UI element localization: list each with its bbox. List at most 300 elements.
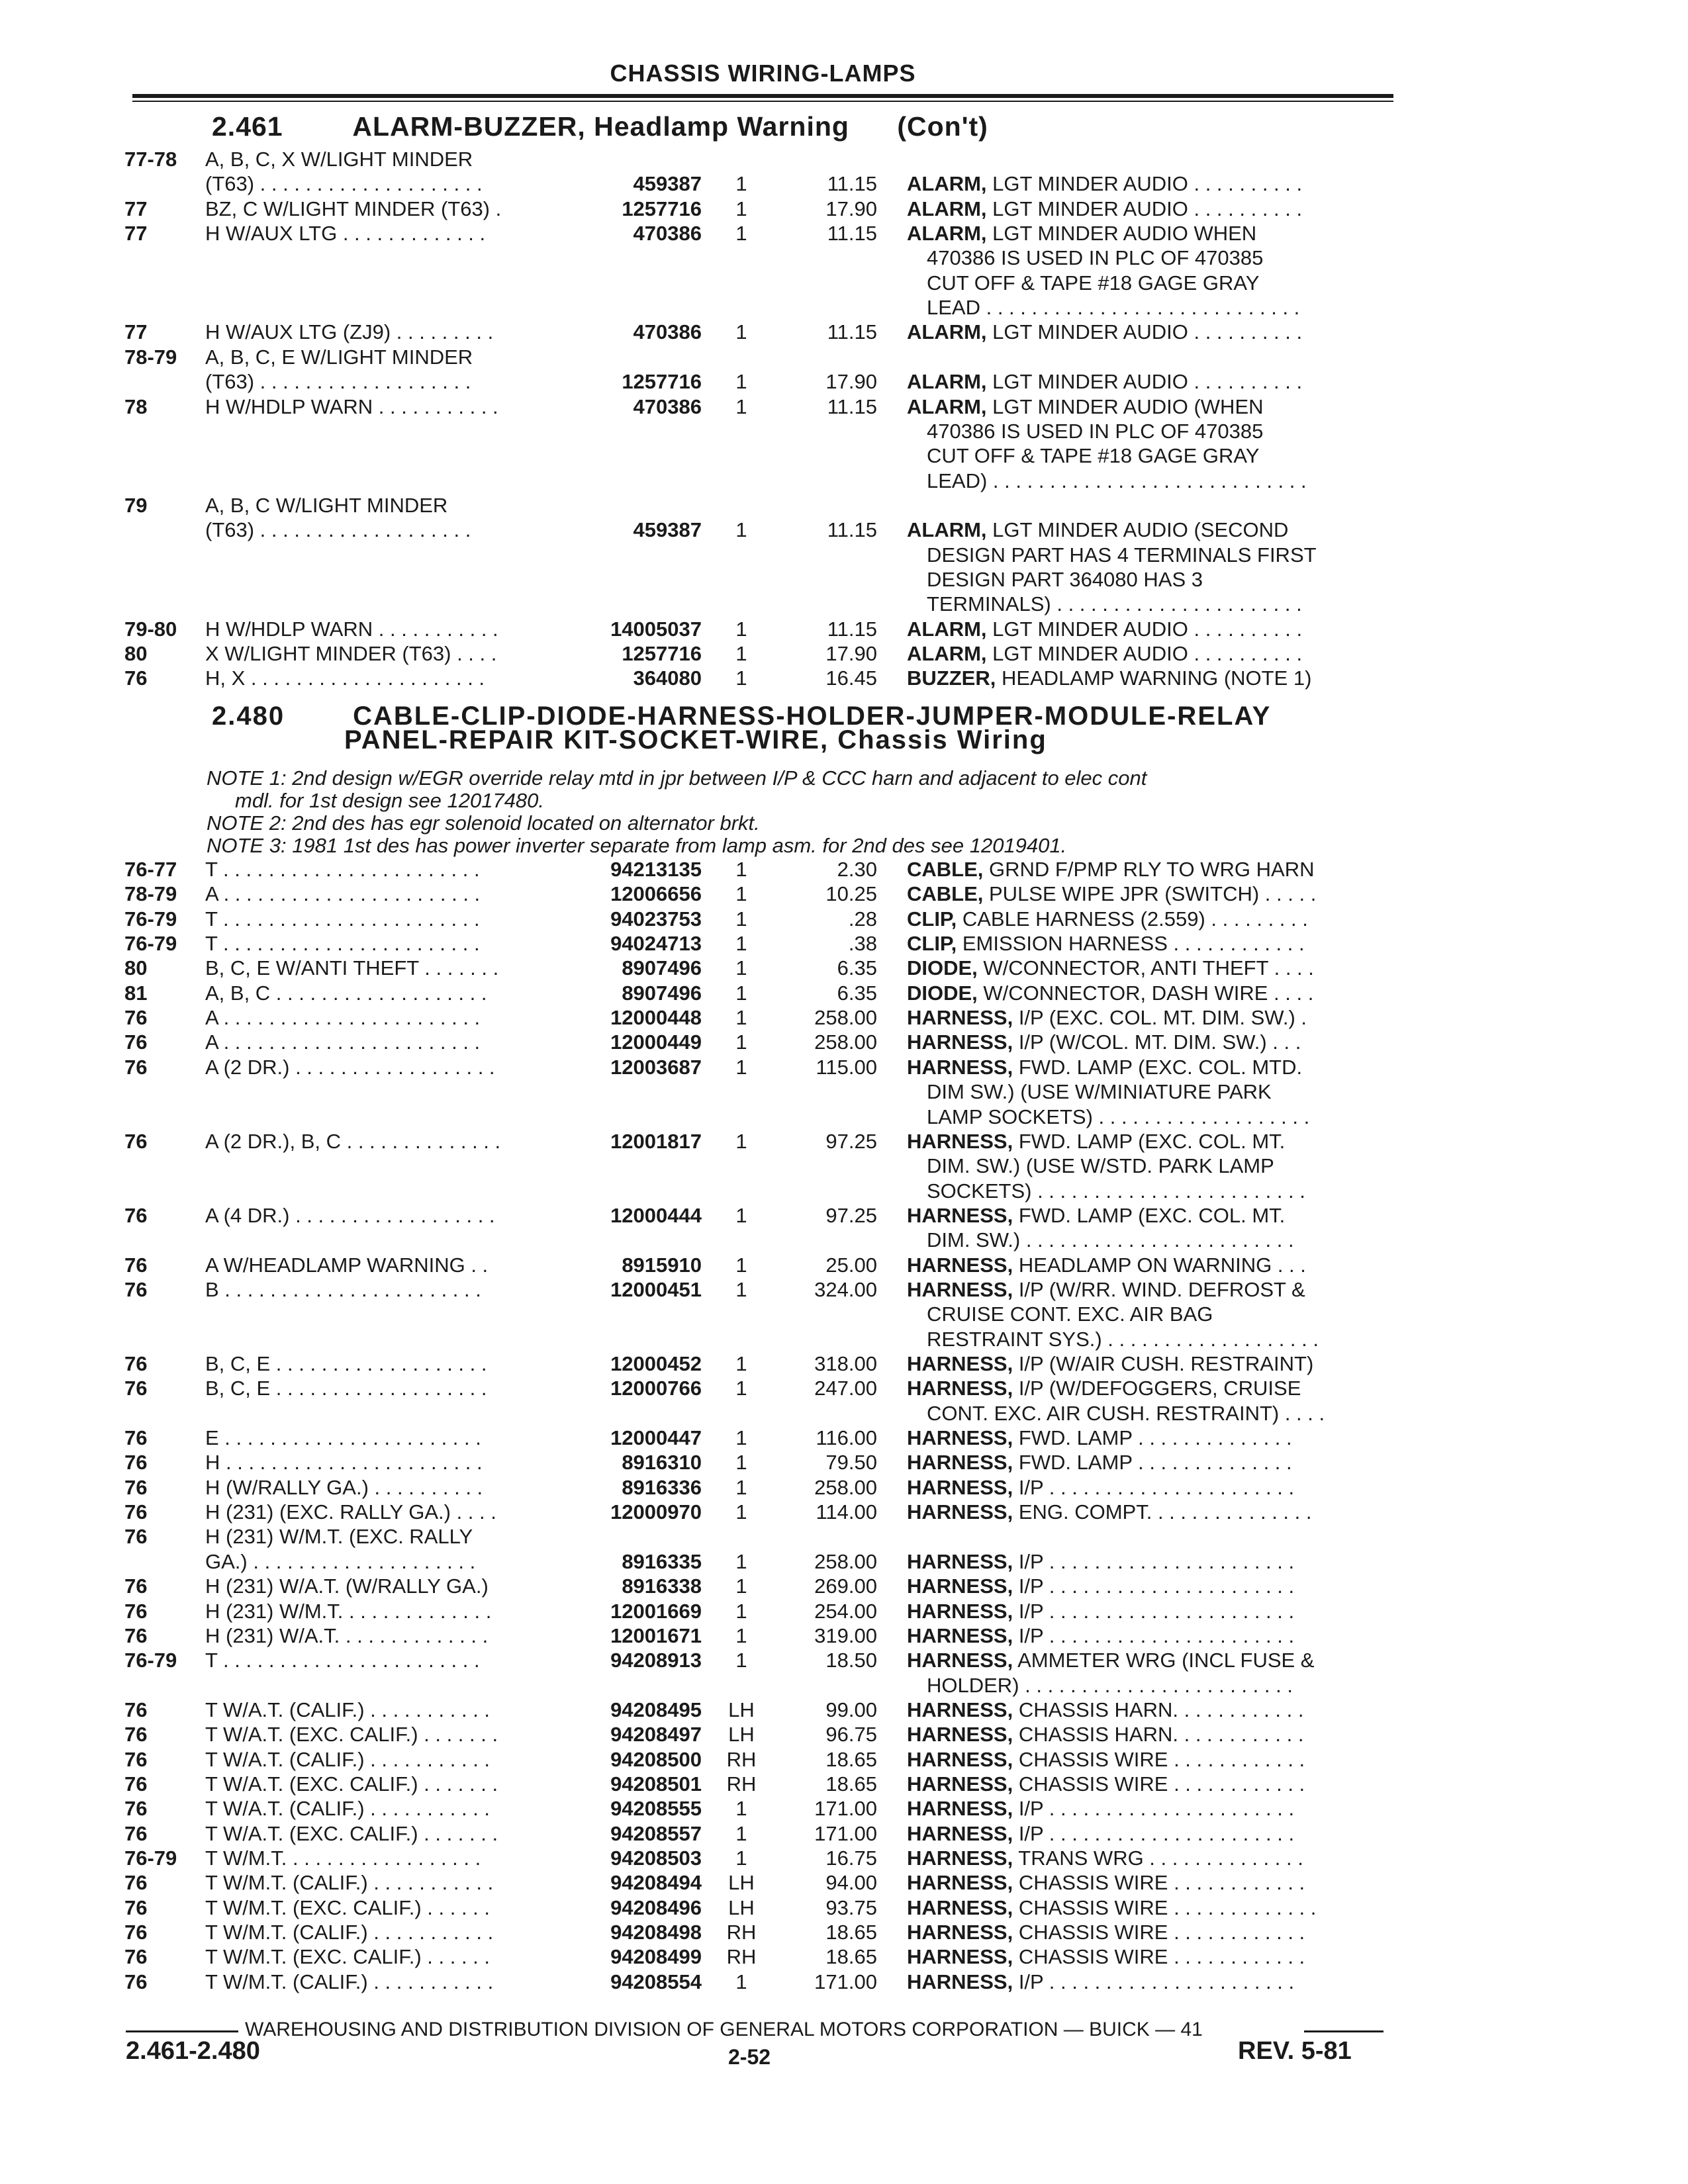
- part-number-cell: 8916336: [622, 1475, 702, 1499]
- quantity-cell: 1: [735, 1970, 747, 1993]
- description-text: I/P . . . . . . . . . . . . . . . . . . . . . .: [1013, 1797, 1295, 1821]
- part-number-cell: 12000970: [610, 1500, 702, 1524]
- description-cell: [907, 1228, 1403, 1252]
- price-cell: 96.75: [825, 1723, 877, 1747]
- price-cell: 79.50: [825, 1451, 877, 1475]
- application-cell: H (231) (EXC. RALLY GA.) . . . .: [205, 1500, 496, 1524]
- quantity-cell: LH: [728, 1698, 755, 1721]
- year-cell: 76: [124, 666, 148, 690]
- application-cell: (T63) . . . . . . . . . . . . . . . . . . .: [205, 518, 471, 542]
- description-cell: [907, 420, 1403, 443]
- application-cell: A (4 DR.) . . . . . . . . . . . . . . . . . .: [205, 1203, 495, 1227]
- year-cell: 76-79: [124, 1649, 177, 1672]
- application-cell: T W/A.T. (EXC. CALIF.) . . . . . . .: [205, 1723, 498, 1747]
- price-cell: 171.00: [814, 1970, 877, 1993]
- table-row: [0, 858, 1688, 882]
- part-number-cell: 94208500: [610, 1747, 702, 1771]
- description-text: I/P (W/DEFOGGERS, CRUISE: [1013, 1377, 1301, 1400]
- description-text: I/P . . . . . . . . . . . . . . . . . . . . . .: [1013, 1475, 1295, 1499]
- description-keyword: HARNESS,: [907, 1574, 1013, 1598]
- description-cell: [907, 666, 1383, 690]
- table-row: [0, 320, 1688, 344]
- part-number-cell: 1257716: [622, 370, 702, 394]
- description-keyword: HARNESS,: [907, 1723, 1013, 1747]
- description-text: TERMINALS) . . . . . . . . . . . . . . . . . . . . . .: [927, 592, 1302, 616]
- price-cell: 16.75: [825, 1846, 877, 1870]
- quantity-cell: 1: [735, 222, 747, 246]
- description-text: FWD. LAMP . . . . . . . . . . . . . .: [1013, 1426, 1292, 1450]
- description-text: FWD. LAMP (EXC. COL. MT.: [1013, 1129, 1286, 1153]
- description-text: W/CONNECTOR, DASH WIRE . . . .: [977, 981, 1314, 1005]
- quantity-cell: LH: [728, 1871, 755, 1895]
- application-cell: H (231) W/M.T. (EXC. RALLY: [205, 1525, 473, 1549]
- description-cell: [907, 370, 1383, 394]
- description-text: HEADLAMP WARNING (NOTE 1): [996, 666, 1312, 690]
- year-cell: 77: [124, 222, 148, 246]
- year-cell: 76: [124, 1030, 148, 1054]
- table-row: [0, 444, 1688, 468]
- description-text: RESTRAINT SYS.) . . . . . . . . . . . . . . . . . . .: [927, 1327, 1319, 1351]
- quantity-cell: RH: [726, 1921, 757, 1944]
- price-cell: .28: [848, 907, 877, 931]
- quantity-cell: 1: [735, 320, 747, 344]
- part-number-cell: 94213135: [610, 858, 702, 881]
- table-row: [0, 1921, 1688, 1944]
- price-cell: 254.00: [814, 1599, 877, 1623]
- part-number-cell: 12001817: [610, 1129, 702, 1153]
- table-row: [0, 1574, 1688, 1598]
- price-cell: 324.00: [814, 1277, 877, 1301]
- description-cell: [907, 296, 1403, 320]
- table-row: [0, 172, 1688, 196]
- table-row: [0, 1797, 1688, 1821]
- description-keyword: CLIP,: [907, 907, 957, 931]
- year-cell: 77: [124, 197, 148, 220]
- part-number-cell: 12001669: [610, 1599, 702, 1623]
- price-cell: 247.00: [814, 1377, 877, 1400]
- quantity-cell: 1: [735, 1649, 747, 1672]
- quantity-cell: 1: [735, 1055, 747, 1079]
- price-cell: 258.00: [814, 1030, 877, 1054]
- part-number-cell: 94208497: [610, 1723, 702, 1747]
- year-cell: 78-79: [124, 882, 177, 906]
- description-cell: [907, 907, 1383, 931]
- quantity-cell: 1: [735, 1623, 747, 1647]
- description-keyword: ALARM,: [907, 172, 987, 196]
- year-cell: 76: [124, 1352, 148, 1375]
- description-text: I/P . . . . . . . . . . . . . . . . . . . . . .: [1013, 1599, 1295, 1623]
- table-row: [0, 271, 1688, 295]
- part-number-cell: 459387: [633, 518, 702, 542]
- description-text: LGT MINDER AUDIO . . . . . . . . . .: [986, 617, 1303, 641]
- table-row: [0, 469, 1688, 493]
- part-number-cell: 12000766: [610, 1377, 702, 1400]
- description-keyword: ALARM,: [907, 320, 987, 344]
- header-rule: [132, 94, 1393, 98]
- quantity-cell: 1: [735, 1599, 747, 1623]
- description-text: I/P (W/AIR CUSH. RESTRAINT): [1013, 1352, 1314, 1375]
- description-keyword: HARNESS,: [907, 1203, 1013, 1227]
- description-text: I/P . . . . . . . . . . . . . . . . . . . . . .: [1013, 1821, 1295, 1845]
- table-row: [0, 1600, 1688, 1623]
- year-cell: 76: [124, 1970, 148, 1993]
- note-1-cont: mdl. for 1st design see 12017480.: [235, 789, 545, 812]
- description-text: LGT MINDER AUDIO (WHEN: [986, 394, 1264, 418]
- price-cell: 171.00: [814, 1821, 877, 1845]
- description-text: 470386 IS USED IN PLC OF 470385: [927, 246, 1264, 270]
- section-2480-heading-line2: PANEL-REPAIR KIT-SOCKET-WIRE, Chassis Wiring: [344, 725, 1047, 754]
- application-cell: A . . . . . . . . . . . . . . . . . . . . . . .: [205, 1006, 481, 1030]
- quantity-cell: 1: [735, 956, 747, 980]
- description-text: DIM SW.) (USE W/MINIATURE PARK: [927, 1080, 1272, 1104]
- description-keyword: HARNESS,: [907, 1895, 1013, 1919]
- description-cell: [907, 172, 1383, 196]
- description-cell: [907, 1500, 1383, 1524]
- footer-revision: REV. 5-81: [1238, 2037, 1352, 2065]
- description-keyword: HARNESS,: [907, 1377, 1013, 1400]
- table-row: [0, 1228, 1688, 1252]
- year-cell: 79: [124, 493, 148, 517]
- description-text: 470386 IS USED IN PLC OF 470385: [927, 419, 1264, 443]
- application-cell: T W/A.T. (EXC. CALIF.) . . . . . . .: [205, 1772, 498, 1796]
- footer-page-number: 2-52: [728, 2045, 771, 2069]
- table-row: [0, 1278, 1688, 1302]
- description-text: DIM. SW.) (USE W/STD. PARK LAMP: [927, 1154, 1274, 1178]
- description-text: ENG. COMPT. . . . . . . . . . . . . . .: [1013, 1500, 1312, 1524]
- application-cell: A (2 DR.), B, C . . . . . . . . . . . . . .: [205, 1129, 501, 1153]
- table-row: [0, 1154, 1688, 1178]
- price-cell: 17.90: [825, 197, 877, 220]
- table-row: [0, 148, 1688, 171]
- quantity-cell: 1: [735, 1129, 747, 1153]
- year-cell: 76: [124, 1747, 148, 1771]
- application-cell: (T63) . . . . . . . . . . . . . . . . . . . .: [205, 172, 483, 196]
- description-cell: [907, 1772, 1383, 1796]
- quantity-cell: RH: [726, 1772, 757, 1796]
- quantity-cell: 1: [735, 1475, 747, 1499]
- application-cell: T W/M.T. (EXC. CALIF.) . . . . . .: [205, 1895, 491, 1919]
- quantity-cell: 1: [735, 666, 747, 690]
- description-text: I/P . . . . . . . . . . . . . . . . . . . . . .: [1013, 1970, 1295, 1993]
- table-row: [0, 1846, 1688, 1870]
- description-cell: [907, 1797, 1383, 1821]
- description-keyword: CLIP,: [907, 932, 957, 956]
- quantity-cell: 1: [735, 1030, 747, 1054]
- table-row: [0, 1130, 1688, 1154]
- table-row: [0, 1402, 1688, 1426]
- description-text: SOCKETS) . . . . . . . . . . . . . . . . . . . . . . . .: [927, 1179, 1305, 1203]
- price-cell: 11.15: [827, 172, 877, 196]
- table-row: [0, 1179, 1688, 1203]
- description-text: AMMETER WRG (INCL FUSE &: [1013, 1649, 1315, 1672]
- part-number-cell: 470386: [633, 222, 702, 246]
- description-text: LEAD . . . . . . . . . . . . . . . . . . . . . . . . . . . .: [927, 296, 1300, 320]
- description-keyword: HARNESS,: [907, 1649, 1013, 1672]
- description-text: FWD. LAMP (EXC. COL. MTD.: [1013, 1055, 1303, 1079]
- description-cell: [907, 981, 1383, 1005]
- description-cell: [907, 1649, 1383, 1672]
- application-cell: T . . . . . . . . . . . . . . . . . . . . . . .: [205, 858, 480, 881]
- part-number-cell: 8916338: [622, 1574, 702, 1598]
- price-cell: 258.00: [814, 1006, 877, 1030]
- section-number: 2.461: [212, 111, 283, 142]
- part-number-cell: 12000451: [610, 1277, 702, 1301]
- description-cell: [907, 1723, 1383, 1747]
- table-row: [0, 1328, 1688, 1351]
- price-cell: 18.65: [825, 1772, 877, 1796]
- description-cell: [907, 1080, 1403, 1104]
- description-cell: [907, 320, 1383, 344]
- description-text: DESIGN PART HAS 4 TERMINALS FIRST: [927, 543, 1317, 567]
- price-cell: 318.00: [814, 1352, 877, 1375]
- description-cell: [907, 1377, 1383, 1400]
- part-number-cell: 94024713: [610, 932, 702, 956]
- table-row: [0, 296, 1688, 320]
- part-number-cell: 1257716: [622, 197, 702, 220]
- application-cell: T W/M.T. (CALIF.) . . . . . . . . . . .: [205, 1871, 494, 1895]
- year-cell: 81: [124, 981, 148, 1005]
- description-cell: [907, 518, 1383, 542]
- description-cell: [907, 1402, 1403, 1426]
- part-number-cell: 12003687: [610, 1055, 702, 1079]
- description-keyword: HARNESS,: [907, 1549, 1013, 1573]
- description-cell: [907, 1006, 1383, 1030]
- application-cell: H W/HDLP WARN . . . . . . . . . . .: [205, 617, 498, 641]
- quantity-cell: 1: [735, 882, 747, 906]
- description-keyword: ALARM,: [907, 222, 987, 246]
- year-cell: 80: [124, 642, 148, 665]
- part-number-cell: 94023753: [610, 907, 702, 931]
- year-cell: 76: [124, 1623, 148, 1647]
- description-text: CHASSIS HARN. . . . . . . . . . . .: [1013, 1723, 1304, 1747]
- year-cell: 76: [124, 1772, 148, 1796]
- table-row: [0, 1649, 1688, 1672]
- part-number-cell: 12000452: [610, 1352, 702, 1375]
- description-cell: [907, 543, 1403, 567]
- application-cell: X W/LIGHT MINDER (T63) . . . .: [205, 642, 497, 665]
- part-number-cell: 94208495: [610, 1698, 702, 1721]
- description-cell: [907, 1056, 1383, 1079]
- quantity-cell: LH: [728, 1723, 755, 1747]
- part-number-cell: 94208496: [610, 1895, 702, 1919]
- description-cell: [907, 1624, 1383, 1648]
- description-cell: [907, 1748, 1383, 1772]
- price-cell: 116.00: [816, 1426, 877, 1450]
- quantity-cell: 1: [735, 1451, 747, 1475]
- application-cell: A, B, C W/LIGHT MINDER: [205, 493, 448, 517]
- description-cell: [907, 1550, 1383, 1574]
- footer-rule-right: [1304, 2030, 1383, 2032]
- description-cell: [907, 1896, 1383, 1920]
- table-row: [0, 1871, 1688, 1895]
- description-keyword: HARNESS,: [907, 1871, 1013, 1895]
- table-row: [0, 1550, 1688, 1574]
- table-row: [0, 1476, 1688, 1500]
- description-cell: [907, 592, 1403, 616]
- year-cell: 77: [124, 320, 148, 344]
- price-cell: 97.25: [825, 1129, 877, 1153]
- description-cell: [907, 1426, 1383, 1450]
- price-cell: 6.35: [837, 981, 877, 1005]
- description-cell: [907, 246, 1403, 270]
- description-text: CHASSIS WIRE . . . . . . . . . . . .: [1013, 1871, 1305, 1895]
- table-row: [0, 1772, 1688, 1796]
- price-cell: 10.25: [825, 882, 877, 906]
- description-text: CRUISE CONT. EXC. AIR BAG: [927, 1302, 1213, 1326]
- quantity-cell: 1: [735, 1006, 747, 1030]
- table-row: [0, 222, 1688, 246]
- section-title-line1: CABLE-CLIP-DIODE-HARNESS-HOLDER-JUMPER-MODULE-RELAY: [353, 702, 1272, 731]
- year-cell: 76: [124, 1426, 148, 1450]
- note-2: NOTE 2: 2nd des has egr solenoid located on alternator brkt.: [207, 811, 760, 835]
- year-cell: 76: [124, 1377, 148, 1400]
- application-cell: H (W/RALLY GA.) . . . . . . . . . .: [205, 1475, 483, 1499]
- description-text: LAMP SOCKETS) . . . . . . . . . . . . . . . . . . .: [927, 1105, 1310, 1128]
- description-keyword: DIODE,: [907, 956, 978, 980]
- description-keyword: ALARM,: [907, 518, 987, 542]
- price-cell: 17.90: [825, 370, 877, 394]
- year-cell: 76: [124, 1525, 148, 1549]
- price-cell: 93.75: [825, 1895, 877, 1919]
- application-cell: A . . . . . . . . . . . . . . . . . . . . . . .: [205, 882, 481, 906]
- table-row: [0, 1698, 1688, 1722]
- description-cell: [907, 271, 1403, 295]
- price-cell: 18.65: [825, 1747, 877, 1771]
- description-cell: [907, 444, 1403, 468]
- table-row: [0, 666, 1688, 690]
- price-cell: 18.50: [825, 1649, 877, 1672]
- year-cell: 76-79: [124, 1846, 177, 1870]
- description-keyword: HARNESS,: [907, 1747, 1013, 1771]
- description-cell: [907, 1822, 1383, 1846]
- footer-rule-left: [126, 2030, 238, 2032]
- table-row: [0, 1080, 1688, 1104]
- part-number-cell: 8916335: [622, 1549, 702, 1573]
- price-cell: 17.90: [825, 642, 877, 665]
- description-text: CHASSIS WIRE . . . . . . . . . . . . .: [1013, 1895, 1317, 1919]
- description-cell: [907, 197, 1383, 221]
- quantity-cell: 1: [735, 1821, 747, 1845]
- description-cell: [907, 882, 1383, 906]
- description-text: PULSE WIPE JPR (SWITCH) . . . . .: [983, 882, 1317, 906]
- table-row: [0, 543, 1688, 567]
- table-row: [0, 1500, 1688, 1524]
- part-number-cell: 12000444: [610, 1203, 702, 1227]
- year-cell: 76: [124, 1475, 148, 1499]
- description-text: HOLDER) . . . . . . . . . . . . . . . . . . . . . . . .: [927, 1673, 1293, 1697]
- description-text: I/P (W/RR. WIND. DEFROST &: [1013, 1277, 1305, 1301]
- application-cell: T . . . . . . . . . . . . . . . . . . . . . . .: [205, 1649, 480, 1672]
- price-cell: 99.00: [825, 1698, 877, 1721]
- table-row: [0, 1674, 1688, 1698]
- table-row: [0, 1896, 1688, 1920]
- price-cell: 16.45: [825, 666, 877, 690]
- table-row: [0, 370, 1688, 394]
- year-cell: 76: [124, 1574, 148, 1598]
- price-cell: 115.00: [816, 1055, 877, 1079]
- part-number-cell: 94208554: [610, 1970, 702, 1993]
- description-cell: [907, 1846, 1383, 1870]
- part-number-cell: 459387: [633, 172, 702, 196]
- description-text: LGT MINDER AUDIO . . . . . . . . . .: [986, 320, 1303, 344]
- quantity-cell: 1: [735, 172, 747, 196]
- description-cell: [907, 1921, 1383, 1944]
- application-cell: BZ, C W/LIGHT MINDER (T63) .: [205, 197, 502, 220]
- description-text: LGT MINDER AUDIO WHEN: [986, 222, 1257, 246]
- application-cell: T W/A.T. (EXC. CALIF.) . . . . . . .: [205, 1821, 498, 1845]
- page-header: CHASSIS WIRING-LAMPS: [610, 60, 916, 87]
- year-cell: 76: [124, 1253, 148, 1277]
- description-text: CUT OFF & TAPE #18 GAGE GRAY: [927, 444, 1260, 468]
- description-cell: [907, 1698, 1383, 1722]
- description-cell: [907, 932, 1383, 956]
- part-number-cell: 94208913: [610, 1649, 702, 1672]
- table-row: [0, 932, 1688, 956]
- description-text: LGT MINDER AUDIO (SECOND: [986, 518, 1289, 542]
- application-cell: T W/M.T. (CALIF.) . . . . . . . . . . .: [205, 1970, 494, 1993]
- quantity-cell: 1: [735, 1277, 747, 1301]
- quantity-cell: 1: [735, 394, 747, 418]
- price-cell: 11.15: [827, 518, 877, 542]
- application-cell: T W/A.T. (CALIF.) . . . . . . . . . . .: [205, 1797, 491, 1821]
- description-cell: [907, 1945, 1383, 1969]
- year-cell: 76: [124, 1945, 148, 1969]
- year-cell: 76-79: [124, 907, 177, 931]
- table-row: [0, 1253, 1688, 1277]
- quantity-cell: RH: [726, 1945, 757, 1969]
- description-keyword: DIODE,: [907, 981, 978, 1005]
- note-1: NOTE 1: 2nd design w/EGR override relay mtd in jpr between I/P & CCC harn and adjacent to elec cont: [207, 766, 1147, 790]
- description-keyword: ALARM,: [907, 642, 987, 665]
- table-row: [0, 981, 1688, 1005]
- table-row: [0, 1105, 1688, 1129]
- price-cell: 269.00: [814, 1574, 877, 1598]
- quantity-cell: 1: [735, 617, 747, 641]
- description-text: TRANS WRG . . . . . . . . . . . . . .: [1013, 1846, 1303, 1870]
- application-cell: H, X . . . . . . . . . . . . . . . . . . . . .: [205, 666, 485, 690]
- application-cell: T . . . . . . . . . . . . . . . . . . . . . . .: [205, 932, 480, 956]
- part-number-cell: 8907496: [622, 956, 702, 980]
- description-text: I/P . . . . . . . . . . . . . . . . . . . . . .: [1013, 1623, 1295, 1647]
- part-number-cell: 364080: [633, 666, 702, 690]
- table-row: [0, 1352, 1688, 1376]
- application-cell: A, B, C, X W/LIGHT MINDER: [205, 148, 473, 171]
- description-cell: [907, 1476, 1383, 1500]
- description-text: LGT MINDER AUDIO . . . . . . . . . .: [986, 370, 1303, 394]
- description-cell: [907, 1179, 1403, 1203]
- description-keyword: HARNESS,: [907, 1797, 1013, 1821]
- description-keyword: HARNESS,: [907, 1475, 1013, 1499]
- application-cell: H (231) W/A.T. . . . . . . . . . . . . .: [205, 1623, 489, 1647]
- table-row: [0, 907, 1688, 931]
- description-text: EMISSION HARNESS . . . . . . . . . . . .: [957, 932, 1305, 956]
- table-row: [0, 420, 1688, 443]
- description-cell: [907, 1674, 1403, 1698]
- quantity-cell: 1: [735, 981, 747, 1005]
- header-rule-thin: [132, 101, 1393, 102]
- description-text: DIM. SW.) . . . . . . . . . . . . . . . . . . . . . . . .: [927, 1228, 1294, 1252]
- quantity-cell: 1: [735, 1574, 747, 1598]
- section-title: ALARM-BUZZER, Headlamp Warning: [352, 111, 849, 142]
- part-number-cell: 94208501: [610, 1772, 702, 1796]
- description-text: W/CONNECTOR, ANTI THEFT . . . .: [977, 956, 1314, 980]
- year-cell: 76: [124, 1203, 148, 1227]
- table-row: [0, 1302, 1688, 1326]
- quantity-cell: LH: [728, 1895, 755, 1919]
- application-cell: H . . . . . . . . . . . . . . . . . . . . . . .: [205, 1451, 483, 1475]
- part-number-cell: 8907496: [622, 981, 702, 1005]
- description-keyword: HARNESS,: [907, 1277, 1013, 1301]
